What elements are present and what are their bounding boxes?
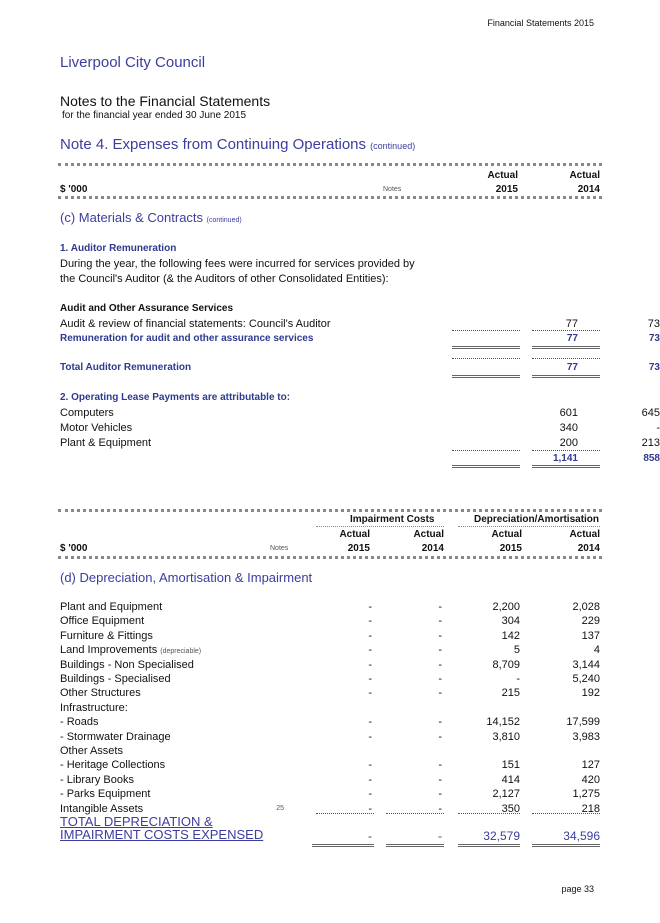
impairment-2015: - <box>368 644 372 657</box>
depreciation-row <box>60 615 600 629</box>
section-title: Notes to the Financial Statements <box>60 93 271 109</box>
impairment-2014: - <box>438 615 442 628</box>
impairment-2015: - <box>368 802 372 815</box>
total-rule <box>532 465 600 468</box>
total-rule <box>312 844 374 847</box>
row-label: Plant & Equipment <box>60 437 152 449</box>
row-label-text: Other Assets <box>60 745 123 757</box>
depreciation-2015: 151 <box>501 759 520 772</box>
subtotal-rule <box>532 813 600 814</box>
value-2014: 858 <box>643 453 660 464</box>
depreciation-row <box>60 673 600 687</box>
subtotal-rule <box>458 813 520 814</box>
total-c2: - <box>438 829 442 843</box>
value-2014: 645 <box>641 407 660 419</box>
impairment-2014: - <box>438 629 442 642</box>
subtotal-rule <box>386 813 444 814</box>
row-label-text: Plant and Equipment <box>60 601 163 613</box>
impairment-2015: - <box>368 629 372 642</box>
table1-top-rule <box>58 163 602 166</box>
row-label <box>60 731 171 743</box>
depreciation-2014: 4 <box>593 644 600 657</box>
depreciation-row <box>60 788 600 802</box>
impairment-2015: - <box>368 730 372 743</box>
row-label-text: Buildings - Non Specialised <box>60 658 194 671</box>
row-label-text: - Stormwater Drainage <box>60 730 171 743</box>
intro-line-2: the Council's Auditor (& the Auditors of other Consolidated Entities): <box>60 273 389 285</box>
row-label <box>60 687 141 699</box>
row-label <box>60 601 162 613</box>
row-label-text: - Roads <box>60 716 99 729</box>
col-actual-2: Actual <box>413 529 444 540</box>
depreciation-2015: 2,127 <box>492 788 520 801</box>
currency-label-2: $ '000 <box>60 543 88 554</box>
note-title-text: Note 4. Expenses from Continuing Operations <box>60 136 366 153</box>
year-4: 2014 <box>577 543 600 554</box>
impairment-2015: - <box>368 615 372 628</box>
subtotal-rule <box>532 358 600 359</box>
org-name: Liverpool City Council <box>60 54 206 71</box>
currency-label: $ '000 <box>60 184 88 195</box>
row-label-text: - Library Books <box>60 773 134 786</box>
value-2015: 200 <box>559 437 578 449</box>
subtotal-rule <box>316 813 374 814</box>
impairment-2015: - <box>368 658 372 671</box>
depreciation-row <box>60 687 600 701</box>
row-label <box>60 774 134 786</box>
page-number: page 33 <box>561 884 594 894</box>
row-tag: (depreciable) <box>160 648 202 656</box>
depreciation-row <box>60 630 600 644</box>
value-2015: 340 <box>559 422 578 434</box>
depreciation-row <box>60 644 600 658</box>
impairment-2014: - <box>438 687 442 700</box>
depreciation-2015: 2,200 <box>492 601 520 613</box>
value-2015: 77 <box>566 333 578 344</box>
impairment-2014: - <box>438 716 442 729</box>
impairment-2015: - <box>368 788 372 801</box>
lease-row <box>60 407 660 421</box>
total-rule <box>452 375 520 378</box>
subtotal-rule <box>452 358 520 359</box>
impairment-2014: - <box>438 644 442 657</box>
value-2015: 601 <box>559 407 578 419</box>
total-line-2: IMPAIRMENT COSTS EXPENSED <box>60 827 264 842</box>
row-label-text: Other Structures <box>60 687 141 700</box>
depreciation-2014: 218 <box>581 802 600 815</box>
impairment-2015: - <box>368 759 372 772</box>
depreciation-2015: 14,152 <box>486 716 520 729</box>
col-actual-2014: Actual <box>569 170 600 181</box>
row-label <box>60 716 99 728</box>
row-label: Audit & review of financial statements: Council's Auditor <box>60 318 331 330</box>
depreciation-row <box>60 702 600 716</box>
depreciation-2015: 350 <box>501 802 520 815</box>
total-c3: 32,579 <box>483 829 520 843</box>
total-rule <box>452 346 520 349</box>
materials-title-text: (c) Materials & Contracts <box>60 210 204 225</box>
col-actual-1: Actual <box>339 529 370 540</box>
depreciation-2015: 414 <box>501 773 520 786</box>
subtotal-rule <box>452 330 520 331</box>
depreciation-2014: 1,275 <box>572 788 600 801</box>
row-label-text: Land Improvements <box>60 644 158 657</box>
impairment-2014: - <box>438 773 442 786</box>
impairment-2014: - <box>438 658 442 671</box>
total-depreciation-label <box>60 815 263 841</box>
impairment-2014: - <box>438 673 442 685</box>
depreciation-2014: 127 <box>581 759 600 772</box>
col-actual-4: Actual <box>569 529 600 540</box>
impairment-2015: - <box>368 687 372 700</box>
depreciation-2014: 229 <box>581 615 600 628</box>
depreciation-row <box>60 716 600 730</box>
total-auditor-row <box>60 362 660 376</box>
row-label <box>60 702 128 714</box>
value-2015: 77 <box>566 362 578 373</box>
total-rule <box>532 375 600 378</box>
value-2014: - <box>656 422 660 434</box>
depreciation-row <box>60 774 600 788</box>
subtotal-rule <box>452 450 520 451</box>
depreciation-2015: 3,810 <box>492 730 520 743</box>
row-note: 25 <box>276 804 284 812</box>
impairment-2015: - <box>368 673 372 685</box>
row-label <box>60 745 123 757</box>
year-1: 2015 <box>347 543 370 554</box>
depreciation-2014: 5,240 <box>572 673 600 685</box>
col-actual-2015: Actual <box>487 170 518 181</box>
assurance-heading: Audit and Other Assurance Services <box>60 303 234 314</box>
row-label <box>60 630 153 642</box>
table2-top-rule <box>58 509 602 512</box>
auditor-heading: 1. Auditor Remuneration <box>60 243 177 254</box>
total-c4: 34,596 <box>563 829 600 843</box>
row-label <box>60 759 165 771</box>
value-2014: 73 <box>648 333 660 344</box>
depreciation-2014: 17,599 <box>566 716 600 729</box>
impairment-2015: - <box>368 716 372 729</box>
notes-label-2: Notes <box>270 545 289 552</box>
depreciation-2015: 304 <box>501 615 520 628</box>
row-label-text: Intangible Assets <box>60 802 144 815</box>
impairment-2014: - <box>438 802 442 815</box>
group-rule <box>316 526 444 527</box>
year-2: 2014 <box>421 543 444 554</box>
row-label: Remuneration for audit and other assurance services <box>60 333 314 344</box>
row-label: Motor Vehicles <box>60 422 133 434</box>
year-3: 2015 <box>499 543 522 554</box>
depreciation-row <box>60 745 600 759</box>
row-label <box>60 803 143 815</box>
depreciation-header: Depreciation/Amortisation <box>474 514 600 525</box>
materials-continued: (continued) <box>206 217 242 224</box>
row-label-text: Buildings - Specialised <box>60 673 171 685</box>
notes-label: Notes <box>383 186 402 193</box>
depreciation-2014: 420 <box>581 773 600 786</box>
impairment-2015: - <box>368 773 372 786</box>
depreciation-row <box>60 759 600 773</box>
impairment-costs-header: Impairment Costs <box>350 514 435 525</box>
table2-header-rule <box>58 556 602 559</box>
total-c1: - <box>368 829 372 843</box>
row-label-text: Infrastructure: <box>60 701 128 714</box>
depreciation-row <box>60 731 600 745</box>
depreciation-2014: 2,028 <box>572 601 600 613</box>
lease-row <box>60 437 660 451</box>
value-2015: 1,141 <box>552 453 578 464</box>
impairment-2014: - <box>438 601 442 613</box>
total-rule <box>386 844 444 847</box>
depreciation-row <box>60 601 600 615</box>
remuneration-row <box>60 333 660 347</box>
year-2015: 2015 <box>495 184 518 195</box>
year-2014: 2014 <box>577 184 600 195</box>
table1-header-rule <box>58 196 602 199</box>
depreciation-2015: - <box>516 673 520 685</box>
row-label <box>60 615 144 627</box>
row-label <box>60 644 201 656</box>
total-rule <box>532 346 600 349</box>
row-label: Computers <box>60 407 114 419</box>
row-label <box>60 673 171 685</box>
lease-heading: 2. Operating Lease Payments are attributable to: <box>60 392 291 403</box>
col-actual-3: Actual <box>491 529 522 540</box>
row-label: Total Auditor Remuneration <box>60 362 192 373</box>
value-2015: 77 <box>565 318 578 330</box>
impairment-2014: - <box>438 788 442 801</box>
value-2014: 213 <box>641 437 660 449</box>
total-line-1: TOTAL DEPRECIATION & <box>60 814 213 829</box>
value-2014: 73 <box>647 318 660 330</box>
row-label-text: Office Equipment <box>60 615 145 628</box>
total-rule <box>452 465 520 468</box>
note-continued: (continued) <box>370 141 416 151</box>
intro-line-1: During the year, the following fees were incurred for services provided by <box>60 258 415 270</box>
depreciation-2014: 137 <box>581 629 600 642</box>
row-label <box>60 659 194 671</box>
section-subtitle: for the financial year ended 30 June 2015 <box>62 110 247 121</box>
impairment-2014: - <box>438 759 442 772</box>
depreciation-title: (d) Depreciation, Amortisation & Impairment <box>60 570 313 585</box>
depreciation-2015: 142 <box>501 629 520 642</box>
value-2014: 73 <box>648 362 660 373</box>
depreciation-2015: 8,709 <box>492 658 520 671</box>
impairment-2014: - <box>438 730 442 743</box>
depreciation-2015: 215 <box>501 687 520 700</box>
row-label-text: - Heritage Collections <box>60 759 166 772</box>
total-rule <box>458 844 520 847</box>
note-title <box>60 136 415 153</box>
lease-row <box>60 422 660 436</box>
document-header: Financial Statements 2015 <box>487 18 594 28</box>
subtotal-rule <box>532 450 600 451</box>
materials-title <box>60 210 242 225</box>
depreciation-row <box>60 659 600 673</box>
depreciation-2014: 3,983 <box>572 730 600 743</box>
impairment-2015: - <box>368 601 372 613</box>
subtotal-rule <box>532 330 600 331</box>
depreciation-2014: 3,144 <box>572 658 600 671</box>
row-label-text: Furniture & Fittings <box>60 629 153 642</box>
group-rule <box>458 526 600 527</box>
depreciation-2014: 192 <box>581 687 600 700</box>
total-rule <box>532 844 600 847</box>
row-label-text: - Parks Equipment <box>60 788 151 801</box>
row-label <box>60 788 150 800</box>
depreciation-2015: 5 <box>513 644 520 657</box>
